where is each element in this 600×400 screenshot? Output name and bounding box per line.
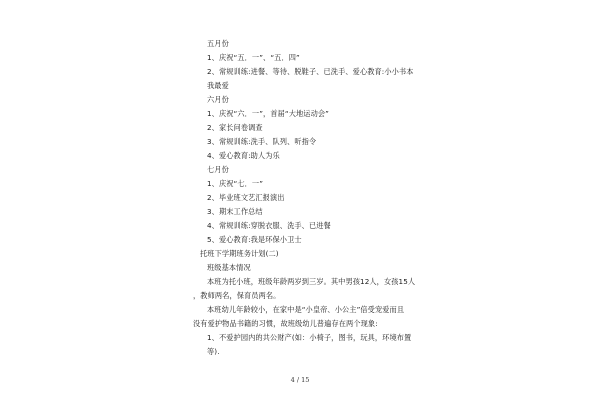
heading-may: 五月份 (207, 39, 229, 48)
paragraph-line: 没有爱护物品书籍的习惯，故班级幼儿普遍存在两个现象: (193, 319, 378, 328)
paragraph-line: 1、不爱护园内的共公财产(如：小椅子，图书，玩具，环境布置 (207, 333, 412, 342)
list-item: 4、常规训练:穿脱衣服、洗手、已进餐 (207, 221, 331, 230)
paragraph-line: ，教师两名，保育员两名。 (193, 291, 281, 300)
heading-july: 七月份 (207, 165, 229, 174)
list-item: 1、庆祝“六．一”，首届“大地运动会” (207, 109, 329, 118)
list-item: 1、庆祝“五．一”、“五．四” (207, 53, 300, 62)
paragraph-line: 等). (207, 347, 220, 356)
paragraph-continuation: 我最爱 (207, 81, 229, 90)
list-item: 2、毕业班文艺汇报演出 (207, 193, 285, 202)
list-item: 1、庆祝“七．一” (207, 179, 264, 188)
section-heading: 班级基本情况 (207, 263, 251, 272)
list-item: 3、常规训练:洗手、队列、听指令 (207, 137, 317, 146)
page-number: 4 / 15 (290, 376, 310, 384)
section-title: 托班下学期班务计划(二) (200, 249, 279, 258)
heading-june: 六月份 (207, 95, 229, 104)
paragraph-line: 本班幼儿年龄较小，在家中是“小皇帝、小公主”倍受宠爱而且 (207, 305, 405, 314)
paragraph-line: 本班为托小班，班级年龄两岁到三岁。其中男孩12人，女孩15人 (207, 277, 416, 286)
list-item: 5、爱心教育:我是环保小卫士 (207, 235, 302, 244)
list-item: 2、家长问卷调查 (207, 123, 263, 132)
list-item: 2、常规训练:进餐、等待、脱鞋子、已洗手、爱心教育:小小书本 (207, 67, 414, 76)
list-item: 4、爱心教育:助人为乐 (207, 151, 280, 160)
list-item: 3、期末工作总结 (207, 207, 263, 216)
